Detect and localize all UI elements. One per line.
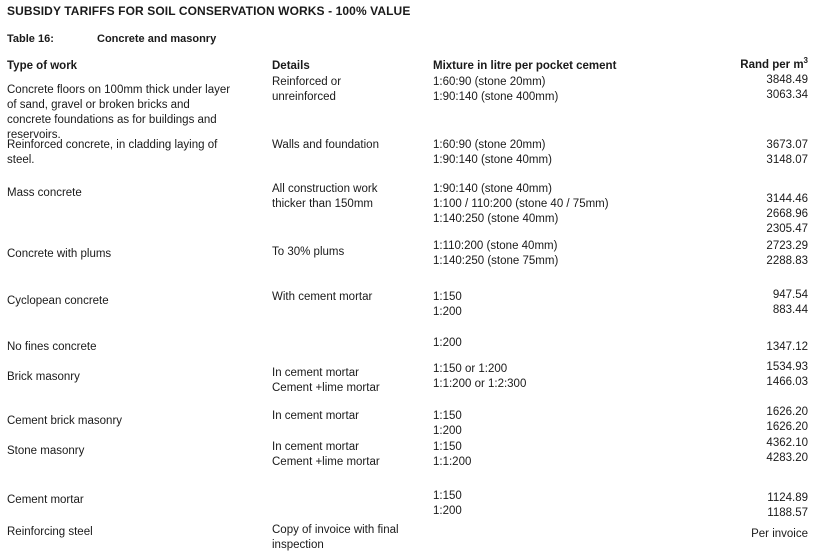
cell-rand [700, 138, 808, 168]
cell-mixture [433, 182, 683, 227]
rand-line: Per invoice [751, 528, 808, 540]
mixture-line: 1:60:90 (stone 20mm) [433, 139, 546, 151]
details-line: In cement mortar [272, 410, 359, 422]
cell-rand [700, 527, 808, 542]
cell-type [7, 294, 269, 309]
type-line: Stone masonry [7, 445, 85, 457]
header-rand [690, 56, 808, 71]
mixture-line: 1:200 [433, 306, 462, 318]
rand-line: 2288.83 [766, 255, 808, 267]
type-line: Cement mortar [7, 494, 84, 506]
cell-type [7, 340, 269, 355]
rand-line: 1534.93 [766, 361, 808, 373]
mixture-line: 1:140:250 (stone 40mm) [433, 213, 559, 225]
cell-rand [700, 491, 808, 521]
rand-line: 2723.29 [766, 240, 808, 252]
cell-details [272, 366, 422, 396]
details-line: In cement mortar [272, 367, 359, 379]
type-line: concrete foundations as for buildings and [7, 114, 217, 126]
type-line: steel. [7, 154, 35, 166]
rand-line: 1626.20 [766, 406, 808, 418]
table-name: Concrete and masonry [97, 33, 217, 45]
header-details: Details [272, 60, 310, 72]
details-line: With cement mortar [272, 291, 373, 303]
mixture-line: 1:100 / 110:200 (stone 40 / 75mm) [433, 198, 609, 210]
mixture-line: 1:150 [433, 490, 462, 502]
type-line: Mass concrete [7, 187, 82, 199]
mixture-line: 1:60:90 (stone 20mm) [433, 76, 546, 88]
cell-mixture [433, 440, 683, 470]
rand-line: 2305.47 [766, 223, 808, 235]
details-line: Cement +lime mortar [272, 382, 380, 394]
mixture-line: 1:1:200 [433, 456, 472, 468]
details-line: inspection [272, 539, 324, 551]
details-line: Walls and foundation [272, 139, 379, 151]
table-label: Table 16: [7, 33, 54, 45]
cell-type [7, 525, 269, 540]
rand-line: 4283.20 [766, 452, 808, 464]
mixture-line: 1:150 [433, 441, 462, 453]
cell-mixture [433, 138, 683, 168]
cell-rand [700, 239, 808, 269]
mixture-line: 1:150 or 1:200 [433, 363, 508, 375]
cell-type [7, 247, 269, 262]
cell-mixture [433, 239, 683, 269]
details-line: In cement mortar [272, 441, 359, 453]
cell-details [272, 440, 422, 470]
rand-line: 3063.34 [766, 89, 808, 101]
cell-details [272, 245, 422, 260]
header-rand-superscript: 3 [803, 56, 808, 65]
cell-mixture [433, 362, 683, 392]
cell-type [7, 370, 269, 385]
mixture-line: 1:140:250 (stone 75mm) [433, 255, 559, 267]
type-line: Concrete floors on 100mm thick under layer [7, 84, 231, 96]
cell-rand [700, 405, 808, 435]
cell-type [7, 493, 269, 508]
cell-rand [700, 340, 808, 355]
type-line: of sand, gravel or broken bricks and [7, 99, 190, 111]
cell-details [272, 409, 422, 424]
rand-line: 2668.96 [766, 208, 808, 220]
rand-line: 1124.89 [767, 492, 808, 504]
mixture-line: 1:110:200 (stone 40mm) [433, 240, 558, 252]
cell-rand [700, 288, 808, 318]
cell-rand [700, 192, 808, 237]
cell-mixture [433, 336, 683, 351]
type-line: reservoirs. [7, 129, 61, 141]
cell-mixture [433, 290, 683, 320]
rand-line: 1466.03 [766, 376, 808, 388]
mixture-line: 1:150 [433, 410, 462, 422]
cell-type [7, 414, 269, 429]
cell-type [7, 138, 269, 168]
details-line: Copy of invoice with final [272, 524, 399, 536]
cell-rand [700, 436, 808, 466]
mixture-line: 1:90:140 (stone 400mm) [433, 91, 559, 103]
mixture-line: 1:200 [433, 337, 462, 349]
type-line: Reinforcing steel [7, 526, 93, 538]
cell-type [7, 444, 269, 459]
rand-line: 1188.57 [767, 507, 808, 519]
cell-type [7, 83, 269, 143]
cell-rand [700, 360, 808, 390]
mixture-line: 1:90:140 (stone 40mm) [433, 154, 552, 166]
details-line: Cement +lime mortar [272, 456, 380, 468]
type-line: Reinforced concrete, in cladding laying of [7, 139, 218, 151]
rand-line: 3673.07 [766, 139, 808, 151]
details-line: unreinforced [272, 91, 336, 103]
rand-line: 4362.10 [766, 437, 808, 449]
rand-line: 1626.20 [766, 421, 808, 433]
cell-details [272, 523, 422, 553]
header-mixture: Mixture in litre per pocket cement [433, 60, 617, 72]
header-type-of-work: Type of work [7, 60, 78, 72]
rand-line: 3848.49 [766, 74, 808, 86]
type-line: Brick masonry [7, 371, 80, 383]
mixture-line: 1:90:140 (stone 40mm) [433, 183, 552, 195]
mixture-line: 1:200 [433, 425, 462, 437]
mixture-line: 1:200 [433, 505, 462, 517]
type-line: No fines concrete [7, 341, 97, 353]
cell-type [7, 186, 269, 201]
details-line: Reinforced or [272, 76, 342, 88]
cell-details [272, 138, 422, 153]
type-line: Concrete with plums [7, 248, 112, 260]
rand-line: 1347.12 [766, 341, 808, 353]
header-rand-text: Rand per m [740, 58, 804, 71]
cell-details [272, 182, 422, 212]
document-title: SUBSIDY TARIFFS FOR SOIL CONSERVATION WORKS - 100% VALUE [7, 4, 411, 18]
details-line: All construction work [272, 183, 378, 195]
cell-mixture [433, 75, 683, 105]
mixture-line: 1:1:200 or 1:2:300 [433, 378, 527, 390]
rand-line: 883.44 [772, 304, 808, 316]
mixture-line: 1:150 [433, 291, 462, 303]
cell-details [272, 75, 422, 105]
details-line: thicker than 150mm [272, 198, 373, 210]
type-line: Cyclopean concrete [7, 295, 109, 307]
rand-line: 947.54 [772, 289, 808, 301]
cell-mixture [433, 409, 683, 439]
type-line: Cement brick masonry [7, 415, 123, 427]
details-line: To 30% plums [272, 246, 345, 258]
cell-rand [700, 73, 808, 103]
rand-line: 3144.46 [766, 193, 808, 205]
rand-line: 3148.07 [766, 154, 808, 166]
cell-mixture [433, 489, 683, 519]
cell-details [272, 290, 422, 305]
